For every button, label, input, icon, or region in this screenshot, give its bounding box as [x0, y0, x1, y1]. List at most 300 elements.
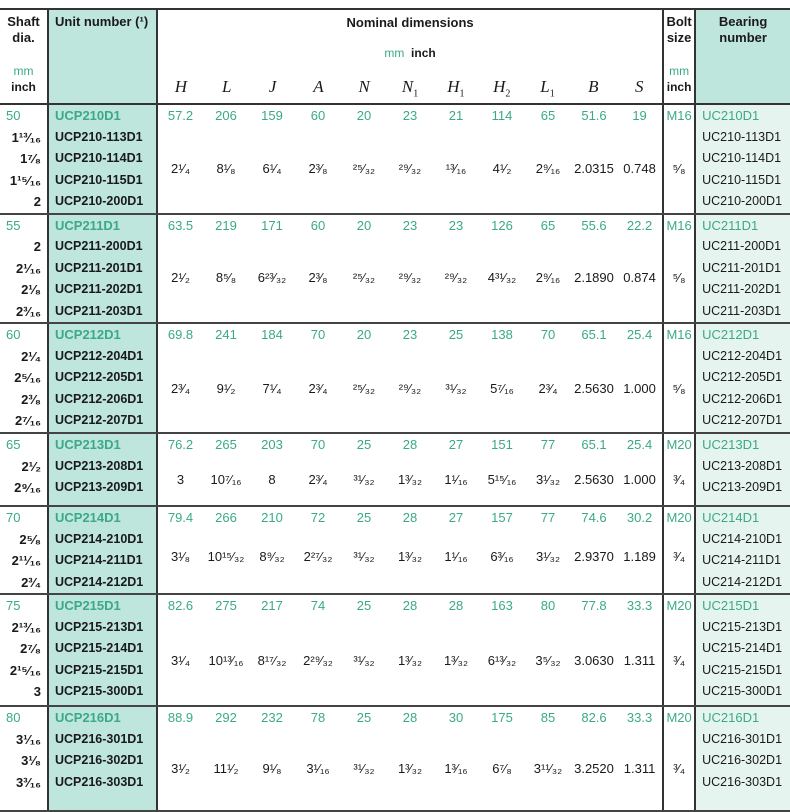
dimension-symbol — [616, 77, 662, 99]
dimension-cell — [571, 323, 617, 433]
dimension-inch: 1.189 — [623, 548, 656, 564]
dimension-mm: 275 — [215, 598, 237, 613]
bearing-number-cell — [695, 594, 790, 706]
header-shaft-unit-mm: mm — [13, 64, 34, 78]
dimension-inch: ¹³⁄₁₆ — [445, 161, 467, 177]
bearing-number-cell — [695, 104, 790, 214]
dimension-cell — [341, 506, 387, 594]
bearing-number-mm: UC214D1 — [702, 510, 760, 525]
dimension-inch: 2.5630 — [574, 380, 614, 396]
bolt-size-cell — [663, 323, 695, 433]
unit-number-mm: UCP215D1 — [55, 598, 121, 613]
dimension-cell — [157, 214, 203, 324]
header-unit-number-label: Unit number (¹) — [55, 14, 149, 29]
header-bolt-title: Bolt — [666, 14, 692, 29]
dimension-inch: 1¹⁄₁₆ — [444, 472, 468, 488]
bolt-size-cell — [663, 104, 695, 214]
shaft-dia-cell — [0, 706, 48, 811]
unit-number-inch: UCP211-203D1 — [55, 303, 143, 318]
dimension-mm: 55.6 — [581, 217, 607, 233]
dimension-symbol-base: L — [222, 76, 232, 96]
dimension-mm: 25 — [356, 437, 372, 452]
dimension-mm: 74.6 — [581, 510, 607, 525]
dimension-mm: 203 — [261, 437, 283, 452]
dimension-mm: 80 — [540, 598, 556, 613]
dimension-inch: 1³⁄₃₂ — [397, 472, 423, 488]
dimension-inch: ²⁹⁄₃₂ — [398, 380, 422, 396]
shaft-inch: 3 — [33, 684, 41, 699]
dimension-symbol — [433, 77, 479, 99]
dimension-mm: 27 — [448, 437, 464, 452]
shaft-inch: 2⁹⁄₁₆ — [14, 480, 41, 495]
dimension-inch: ³¹⁄₃₂ — [353, 472, 375, 488]
dimension-inch: ²⁹⁄₃₂ — [398, 161, 422, 177]
shaft-inch: 2⁷⁄₁₆ — [14, 413, 41, 428]
bearing-number-inch: UC215-300D1 — [702, 684, 783, 698]
dimension-cell — [525, 214, 571, 324]
dimension-cell — [157, 433, 203, 506]
bolt-size-mm: M20 — [666, 598, 692, 613]
dimension-mm: 25.4 — [626, 437, 653, 452]
dimension-cell — [157, 706, 203, 811]
dimension-cell — [295, 323, 341, 433]
dimension-mm: 22.2 — [626, 217, 653, 233]
dimension-mm: 25 — [356, 710, 372, 725]
bearing-number-cell — [695, 433, 790, 506]
dimension-inch: 1.000 — [623, 472, 656, 488]
dimension-cell — [479, 433, 525, 506]
dimension-mm: 25.4 — [626, 327, 653, 342]
dimension-mm: 70 — [310, 327, 326, 342]
shaft-inch: 3¹⁄₁₆ — [15, 731, 41, 747]
dimension-cell — [341, 433, 387, 506]
bolt-size-inch: ³⁄₄ — [673, 472, 686, 488]
dimension-mm: 25 — [356, 598, 372, 613]
dimension-cell — [203, 506, 249, 594]
bolt-size-inch: ³⁄₄ — [673, 548, 686, 564]
table-row-group — [0, 214, 790, 324]
unit-number-inch: UCP210-115D1 — [55, 172, 143, 187]
dimension-mm: 28 — [448, 598, 464, 613]
dimension-mm: 210 — [261, 510, 283, 525]
header-bolt-title-2: size — [666, 30, 692, 45]
unit-number-cell — [48, 506, 157, 594]
bearing-dimensions-table — [0, 8, 790, 812]
unit-number-inch: UCP214-211D1 — [55, 553, 143, 567]
dimension-mm: 126 — [491, 217, 513, 233]
dimension-cell — [479, 214, 525, 324]
dimension-symbol-subscript: 1 — [459, 88, 465, 99]
unit-number-inch: UCP216-301D1 — [55, 731, 144, 746]
dimension-mm: 23 — [402, 217, 418, 233]
dimension-cell — [341, 104, 387, 214]
shaft-inch: 2⁵⁄₁₆ — [14, 370, 41, 385]
dimension-symbol-base: H — [447, 76, 460, 96]
dimension-cell — [571, 104, 617, 214]
dimension-symbol — [158, 77, 204, 99]
unit-number-mm: UCP214D1 — [55, 510, 121, 525]
dimension-inch: 6⁷⁄₈ — [492, 761, 512, 777]
dimension-cell — [479, 506, 525, 594]
unit-number-inch: UCP211-201D1 — [55, 260, 143, 275]
dimension-cell — [479, 104, 525, 214]
dimension-cell — [617, 323, 663, 433]
dimension-cell — [203, 104, 249, 214]
table-row-group — [0, 323, 790, 433]
dimension-mm: 57.2 — [167, 108, 194, 123]
bearing-number-inch: UC213-208D1 — [702, 458, 783, 473]
bearing-number-inch: UC214-212D1 — [702, 574, 783, 589]
dimension-symbol — [204, 77, 250, 99]
table-row-group — [0, 433, 790, 506]
bearing-number-inch: UC215-214D1 — [702, 641, 783, 655]
shaft-mm: 55 — [6, 217, 21, 233]
shaft-dia-cell — [0, 594, 48, 706]
unit-number-inch: UCP212-204D1 — [55, 348, 144, 363]
dimension-inch: 5⁷⁄₁₆ — [490, 380, 514, 396]
dimension-inch: 1¹⁄₁₆ — [444, 548, 468, 564]
dimension-mm: 77.8 — [581, 598, 607, 613]
shaft-inch: 2¹⁄₁₆ — [15, 260, 41, 276]
dimension-mm: 69.8 — [167, 327, 194, 342]
shaft-inch: 2 — [33, 194, 41, 209]
dimension-cell — [387, 506, 433, 594]
dimension-inch: 0.874 — [623, 270, 656, 286]
bearing-number-inch: UC213-209D1 — [702, 480, 783, 494]
bearing-number-inch: UC212-205D1 — [702, 370, 783, 384]
bearing-number-inch: UC211-200D1 — [702, 239, 782, 253]
dimension-mm: 292 — [215, 710, 237, 725]
dimension-cell — [249, 323, 295, 433]
dimension-cell — [249, 104, 295, 214]
dimension-inch: ²⁵⁄₃₂ — [352, 161, 376, 177]
dimension-mm: 23 — [402, 327, 418, 342]
shaft-inch: 1⁷⁄₈ — [20, 151, 41, 166]
unit-number-cell — [48, 706, 157, 811]
unit-number-inch: UCP212-206D1 — [55, 391, 144, 406]
dimension-mm: 33.3 — [626, 598, 653, 613]
dimension-cell — [387, 594, 433, 706]
dimension-symbol-base: S — [634, 76, 644, 96]
dimension-inch: 6¹⁄₄ — [262, 161, 282, 177]
dimension-symbol-base: B — [588, 76, 599, 96]
dimension-cell — [295, 706, 341, 811]
dimension-cell — [617, 104, 663, 214]
bearing-number-inch: UC210-115D1 — [702, 172, 782, 187]
header-unit-number — [48, 9, 157, 104]
dimension-mm: 70 — [310, 437, 326, 452]
dimension-inch: ³¹⁄₃₂ — [445, 380, 467, 396]
bolt-size-inch: ⁵⁄₈ — [672, 161, 686, 177]
bolt-size-cell — [663, 214, 695, 324]
bolt-size-mm: M16 — [666, 108, 692, 123]
header-nominal-title: Nominal dimensions — [346, 15, 474, 30]
bearing-number-mm: UC211D1 — [702, 217, 759, 233]
dimension-inch: 7¹⁄₄ — [262, 380, 282, 396]
dimension-cell — [203, 433, 249, 506]
shaft-inch: 2³⁄₁₆ — [15, 303, 41, 319]
dimension-cell — [387, 706, 433, 811]
bolt-size-inch: ³⁄₄ — [673, 652, 686, 668]
shaft-mm: 60 — [6, 327, 21, 342]
dimension-inch: 1³⁄₃₂ — [397, 548, 423, 564]
dimension-mm: 30.2 — [626, 510, 653, 525]
header-bearing-title-2: number — [719, 30, 767, 45]
dimension-symbol — [525, 77, 571, 99]
unit-number-mm: UCP212D1 — [55, 327, 121, 342]
bearing-number-cell — [695, 214, 790, 324]
dimension-mm: 65 — [540, 217, 556, 233]
shaft-mm: 65 — [6, 437, 21, 452]
dimension-inch: 1³⁄₁₆ — [444, 761, 468, 777]
dimension-cell — [387, 433, 433, 506]
unit-number-inch: UCP215-300D1 — [55, 684, 144, 698]
dimension-symbol — [295, 77, 341, 99]
shaft-dia-cell — [0, 433, 48, 506]
shaft-dia-cell — [0, 506, 48, 594]
dimension-inch: 3⁵⁄₃₂ — [535, 652, 561, 668]
dimension-inch: ³¹⁄₃₂ — [353, 652, 375, 668]
unit-number-inch: UCP215-215D1 — [55, 662, 144, 677]
dimension-cell — [525, 104, 571, 214]
dimension-symbol — [387, 77, 433, 99]
shaft-inch: 3³⁄₁₆ — [15, 774, 41, 790]
bearing-number-inch: UC211-203D1 — [702, 303, 782, 318]
dimension-mm: 85 — [540, 710, 556, 725]
dimension-cell — [249, 506, 295, 594]
header-bolt-unit-mm: mm — [669, 64, 690, 78]
dimension-mm: 78 — [310, 710, 326, 725]
unit-number-inch: UCP214-212D1 — [55, 574, 144, 589]
shaft-mm: 70 — [6, 510, 21, 525]
dimension-mm: 171 — [261, 217, 283, 233]
dimension-inch: 8 — [268, 472, 276, 488]
dimension-inch: 6¹³⁄₃₂ — [487, 652, 517, 668]
bearing-number-mm: UC215D1 — [702, 598, 760, 613]
dimension-cell — [157, 104, 203, 214]
dimension-symbol-base: H — [493, 76, 506, 96]
dimension-mm: 60 — [310, 217, 326, 233]
bearing-number-inch: UC212-206D1 — [702, 391, 783, 406]
dimension-inch: ³¹⁄₃₂ — [353, 548, 375, 564]
dimension-mm: 60 — [310, 108, 326, 123]
unit-number-inch: UCP215-213D1 — [55, 619, 144, 634]
dimension-mm: 265 — [215, 437, 237, 452]
dimension-mm: 163 — [491, 598, 513, 613]
bearing-number-inch: UC210-200D1 — [702, 194, 783, 208]
dimension-mm: 74 — [310, 598, 326, 613]
unit-number-cell — [48, 594, 157, 706]
bolt-size-cell — [663, 506, 695, 594]
dimension-mm: 20 — [356, 108, 372, 123]
unit-number-inch: UCP210-113D1 — [55, 129, 143, 144]
unit-number-mm: UCP216D1 — [55, 710, 121, 725]
dimension-inch: 6³⁄₁₆ — [490, 548, 514, 564]
unit-number-inch: UCP214-210D1 — [55, 531, 144, 546]
dimension-mm: 82.6 — [581, 710, 607, 725]
unit-number-inch: UCP212-205D1 — [55, 370, 144, 384]
dimension-cell — [433, 506, 479, 594]
dimension-inch: 2²⁷⁄₃₂ — [303, 548, 333, 564]
dimension-cell — [479, 706, 525, 811]
unit-number-inch: UCP210-114D1 — [55, 151, 143, 165]
dimension-cell — [295, 506, 341, 594]
dimension-mm: 65 — [540, 108, 556, 123]
bearing-number-cell — [695, 706, 790, 811]
dimension-inch: 2³⁄₄ — [308, 472, 328, 488]
bearing-number-cell — [695, 323, 790, 433]
shaft-dia-cell — [0, 323, 48, 433]
dimension-cell — [341, 594, 387, 706]
dimension-cell — [617, 214, 663, 324]
dimension-mm: 28 — [402, 710, 418, 725]
dimension-inch: 11¹⁄₂ — [213, 761, 239, 777]
header-shaft — [0, 9, 48, 104]
dimension-symbol-base: L — [540, 76, 550, 96]
dimension-inch: 1.311 — [623, 761, 656, 777]
table-row-group — [0, 706, 790, 811]
unit-number-cell — [48, 433, 157, 506]
shaft-mm: 50 — [6, 108, 21, 123]
dimension-mm: 27 — [448, 510, 464, 525]
bearing-number-inch: UC211-201D1 — [702, 260, 782, 275]
unit-number-mm: UCP211D1 — [55, 217, 121, 233]
dimension-cell — [249, 433, 295, 506]
unit-number-inch: UCP216-302D1 — [55, 753, 144, 767]
dimension-mm: 28 — [402, 437, 418, 452]
table-header — [0, 9, 790, 104]
dimension-mm: 33.3 — [626, 710, 653, 725]
shaft-inch: 2 — [33, 239, 41, 254]
dimension-symbol-subscript: 2 — [505, 88, 511, 99]
bearing-number-inch: UC215-215D1 — [702, 662, 783, 677]
dimension-cell — [295, 594, 341, 706]
dimension-inch: 2¹⁄₄ — [170, 161, 191, 177]
bearing-number-mm: UC216D1 — [702, 710, 760, 725]
dimension-inch: 1.311 — [623, 652, 656, 668]
header-nominal-dimensions — [157, 9, 663, 104]
dimension-inch: ²⁹⁄₃₂ — [444, 270, 468, 286]
dimension-cell — [295, 433, 341, 506]
unit-number-cell — [48, 214, 157, 324]
dimension-cell — [617, 506, 663, 594]
dimension-inch: 2³⁄₄ — [170, 380, 191, 396]
shaft-inch: 2¹⁄₄ — [21, 348, 41, 364]
dimension-inch: 10⁷⁄₁₆ — [210, 472, 242, 488]
dimension-cell — [433, 104, 479, 214]
dimension-inch: 8⁵⁄₈ — [215, 270, 237, 286]
dimension-mm: 23 — [402, 108, 418, 123]
shaft-inch: 2¹⁵⁄₁₆ — [9, 662, 41, 678]
dimension-cell — [249, 706, 295, 811]
dimension-symbol-subscript: 1 — [413, 88, 419, 99]
unit-number-cell — [48, 104, 157, 214]
table-row-group — [0, 506, 790, 594]
bearing-number-inch: UC212-204D1 — [702, 348, 783, 363]
shaft-inch: 2⁵⁄₈ — [19, 531, 41, 547]
dimension-mm: 114 — [491, 108, 513, 123]
dimension-cell — [203, 323, 249, 433]
dimension-inch: ²⁹⁄₃₂ — [398, 270, 422, 286]
bearing-number-mm: UC212D1 — [702, 327, 760, 342]
dimension-cell — [617, 594, 663, 706]
bolt-size-cell — [663, 433, 695, 506]
dimension-cell — [387, 323, 433, 433]
dimension-cell — [341, 323, 387, 433]
dimension-cell — [249, 214, 295, 324]
dimension-cell — [525, 323, 571, 433]
dimension-cell — [203, 594, 249, 706]
bolt-size-inch: ⁵⁄₈ — [672, 270, 686, 286]
dimension-inch: 2³⁄₈ — [308, 270, 328, 286]
dimension-cell — [157, 506, 203, 594]
table-row-group — [0, 594, 790, 706]
shaft-inch: 1¹³⁄₁₆ — [11, 129, 41, 145]
bearing-number-inch: UC216-301D1 — [702, 731, 783, 746]
dimension-cell — [479, 323, 525, 433]
dimension-inch: 2.0315 — [574, 161, 614, 177]
dimension-cell — [571, 594, 617, 706]
shaft-inch: 3¹⁄₈ — [21, 753, 41, 768]
dimension-cell — [387, 214, 433, 324]
dimension-inch: 5¹⁵⁄₁₆ — [487, 472, 517, 488]
dimension-mm: 76.2 — [167, 437, 194, 452]
dimension-cell — [433, 594, 479, 706]
dimension-cell — [433, 433, 479, 506]
bolt-size-cell — [663, 706, 695, 811]
dimension-symbol — [479, 77, 525, 99]
header-shaft-title: Shaft — [7, 14, 40, 29]
shaft-inch: 1¹⁵⁄₁₆ — [9, 172, 41, 188]
dimension-symbol-base: J — [268, 76, 277, 96]
shaft-dia-cell — [0, 214, 48, 324]
dimension-mm: 79.4 — [167, 510, 194, 525]
unit-number-mm: UCP213D1 — [55, 437, 121, 452]
dimension-cell — [341, 706, 387, 811]
shaft-inch: 2¹¹⁄₁₆ — [11, 553, 41, 568]
bolt-size-mm: M16 — [666, 327, 692, 342]
dimension-cell — [295, 104, 341, 214]
unit-number-mm: UCP210D1 — [55, 108, 121, 123]
shaft-inch: 2³⁄₄ — [21, 574, 41, 590]
dimension-inch: 2.9370 — [574, 548, 614, 564]
dimension-mm: 77 — [540, 437, 556, 452]
bearing-number-mm: UC210D1 — [702, 108, 760, 123]
dimension-inch: 2⁹⁄₁₆ — [535, 161, 561, 177]
bearing-number-inch: UC215-213D1 — [702, 619, 783, 634]
dimension-cell — [571, 706, 617, 811]
header-shaft-unit-inch: inch — [11, 80, 36, 94]
dimension-cell — [525, 433, 571, 506]
shaft-inch: 2¹³⁄₁₆ — [11, 619, 41, 635]
bearing-number-mm: UC213D1 — [702, 437, 760, 452]
dimension-cell — [571, 214, 617, 324]
dimension-inch: 2³⁄₈ — [308, 161, 328, 177]
bolt-size-inch: ⁵⁄₈ — [672, 380, 686, 396]
shaft-inch: 2¹⁄₈ — [21, 282, 41, 297]
dimension-mm: 159 — [261, 108, 283, 123]
dimension-cell — [617, 433, 663, 506]
dimension-cell — [387, 104, 433, 214]
dimension-mm: 217 — [261, 598, 283, 613]
dimension-inch: 9¹⁄₂ — [216, 380, 236, 396]
dimension-inch: 2.5630 — [574, 472, 614, 488]
unit-number-cell — [48, 323, 157, 433]
dimension-inch: 3¹⁄₃₂ — [535, 548, 561, 564]
bearing-number-inch: UC211-202D1 — [702, 282, 782, 296]
dimension-inch: 1.000 — [623, 380, 656, 396]
dimension-mm: 232 — [261, 710, 283, 725]
